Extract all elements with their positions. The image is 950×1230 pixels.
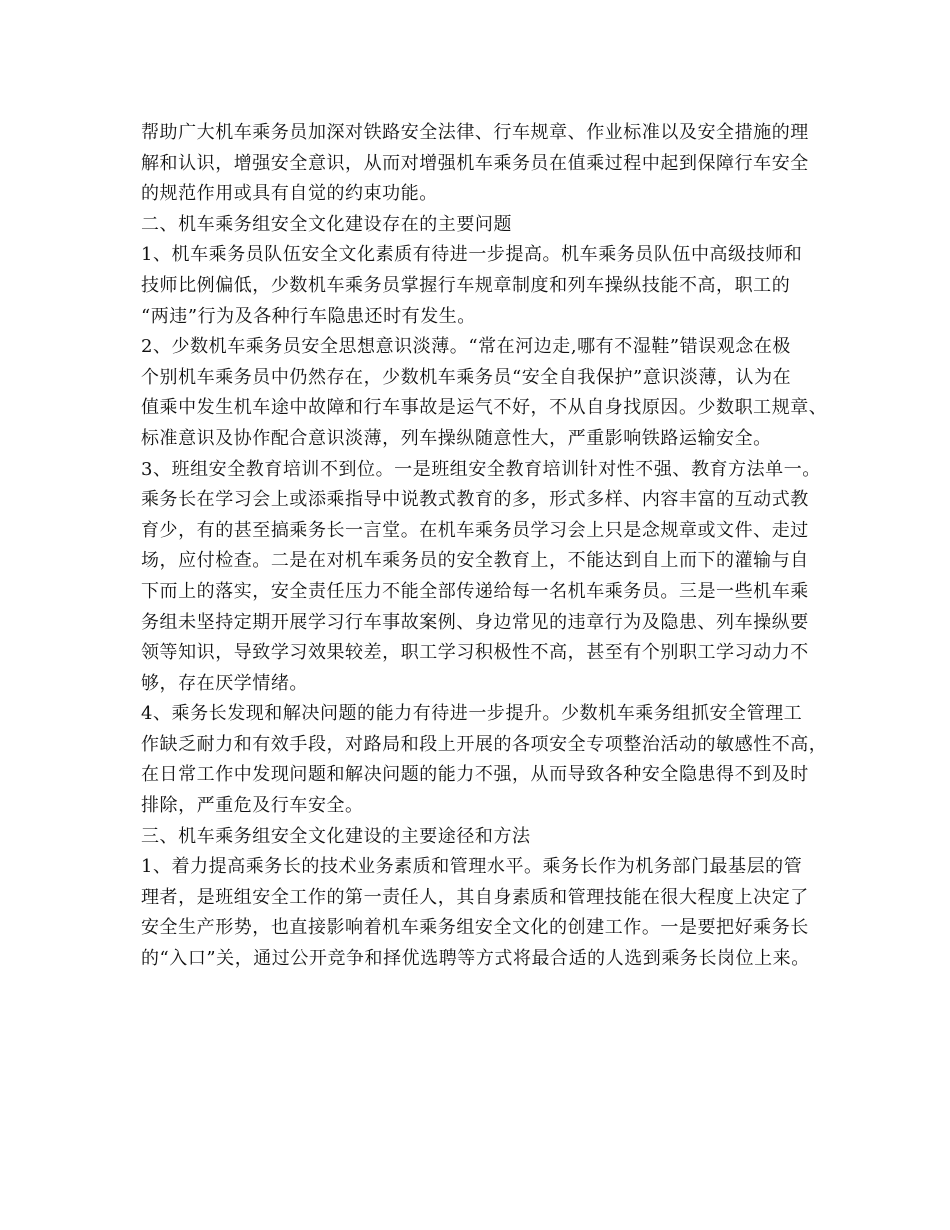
paragraph-line: 4、乘务长发现和解决问题的能力有待进一步提升。少数机车乘务组抓安全管理工 — [141, 703, 803, 725]
paragraph-line: 理者，是班组安全工作的第一责任人，其自身素质和管理技能在很大程度上决定了 — [141, 886, 809, 908]
paragraph-line: 乘务长在学习会上或添乘指导中说教式教育的多，形式多样、内容丰富的互动式教 — [141, 489, 809, 511]
paragraph-line: 1、机车乘务员队伍安全文化素质有待进一步提高。机车乘务员队伍中高级技师和 — [141, 244, 803, 266]
paragraph-line: 安全生产形势，也直接影响着机车乘务组安全文化的创建工作。一是要把好乘务长 — [141, 917, 809, 939]
paragraph-line: 的“入口”关，通过公开竞争和择优选聘等方式将最合适的人选到乘务长岗位上来。 — [141, 948, 810, 970]
paragraph-line: 的规范作用或具有自觉的约束功能。 — [141, 183, 438, 205]
paragraph-line: 够，存在厌学情绪。 — [141, 672, 308, 694]
paragraph-line: 解和认识，增强安全意识，从而对增强机车乘务员在值乘过程中起到保障行车安全 — [141, 152, 809, 174]
paragraph-line: 下而上的落实，安全责任压力不能全部传递给每一名机车乘务员。三是一些机车乘 — [141, 580, 809, 602]
paragraph-line: 技师比例偏低，少数机车乘务员掌握行车规章制度和列车操纵技能不高，职工的 — [141, 274, 791, 296]
paragraph-line: 2、少数机车乘务员安全思想意识淡薄。“常在河边走,哪有不湿鞋”错误观念在极 — [141, 336, 791, 358]
paragraph-line: 帮助广大机车乘务员加深对铁路安全法律、行车规章、作业标准以及安全措施的理 — [141, 122, 809, 143]
paragraph-line: 在日常工作中发现问题和解决问题的能力不强，从而导致各种安全隐患得不到及时 — [141, 764, 809, 786]
paragraph-line: 务组未坚持定期开展学习行车事故案例、身边常见的违章行为及隐患、列车操纵要 — [141, 611, 809, 633]
paragraph-line: 场，应付检查。二是在对机车乘务员的安全教育上，不能达到自上而下的灌输与自 — [141, 550, 809, 572]
section-heading: 三、机车乘务组安全文化建设的主要途径和方法 — [141, 825, 531, 847]
document-body — [141, 118, 831, 975]
paragraph-line: “两违”行为及各种行车隐患还时有发生。 — [141, 305, 476, 327]
paragraph-line: 个别机车乘务员中仍然存在，少数机车乘务员“安全自我保护”意识淡薄，认为在 — [141, 366, 792, 388]
paragraph-line: 标准意识及协作配合意识淡薄，列车操纵随意性大，严重影响铁路运输安全。 — [141, 427, 772, 449]
paragraph-line: 排除，严重危及行车安全。 — [141, 795, 364, 817]
section-heading: 二、机车乘务组安全文化建设存在的主要问题 — [141, 213, 512, 235]
paragraph-line: 作缺乏耐力和有效手段，对路局和段上开展的各项安全专项整治活动的敏感性不高， — [141, 733, 828, 755]
paragraph-line: 3、班组安全教育培训不到位。一是班组安全教育培训针对性不强、教育方法单一。 — [141, 458, 821, 480]
paragraph-line: 育少，有的甚至搞乘务长一言堂。在机车乘务员学习会上只是念规章或文件、走过 — [141, 519, 809, 541]
paragraph-line: 值乘中发生机车途中故障和行车事故是运气不好，不从自身找原因。少数职工规章、 — [141, 397, 828, 419]
paragraph-line: 1、着力提高乘务长的技术业务素质和管理水平。乘务长作为机务部门最基层的管 — [141, 856, 803, 878]
paragraph-line: 领等知识，导致学习效果较差，职工学习积极性不高，甚至有个别职工学习动力不 — [141, 642, 809, 664]
